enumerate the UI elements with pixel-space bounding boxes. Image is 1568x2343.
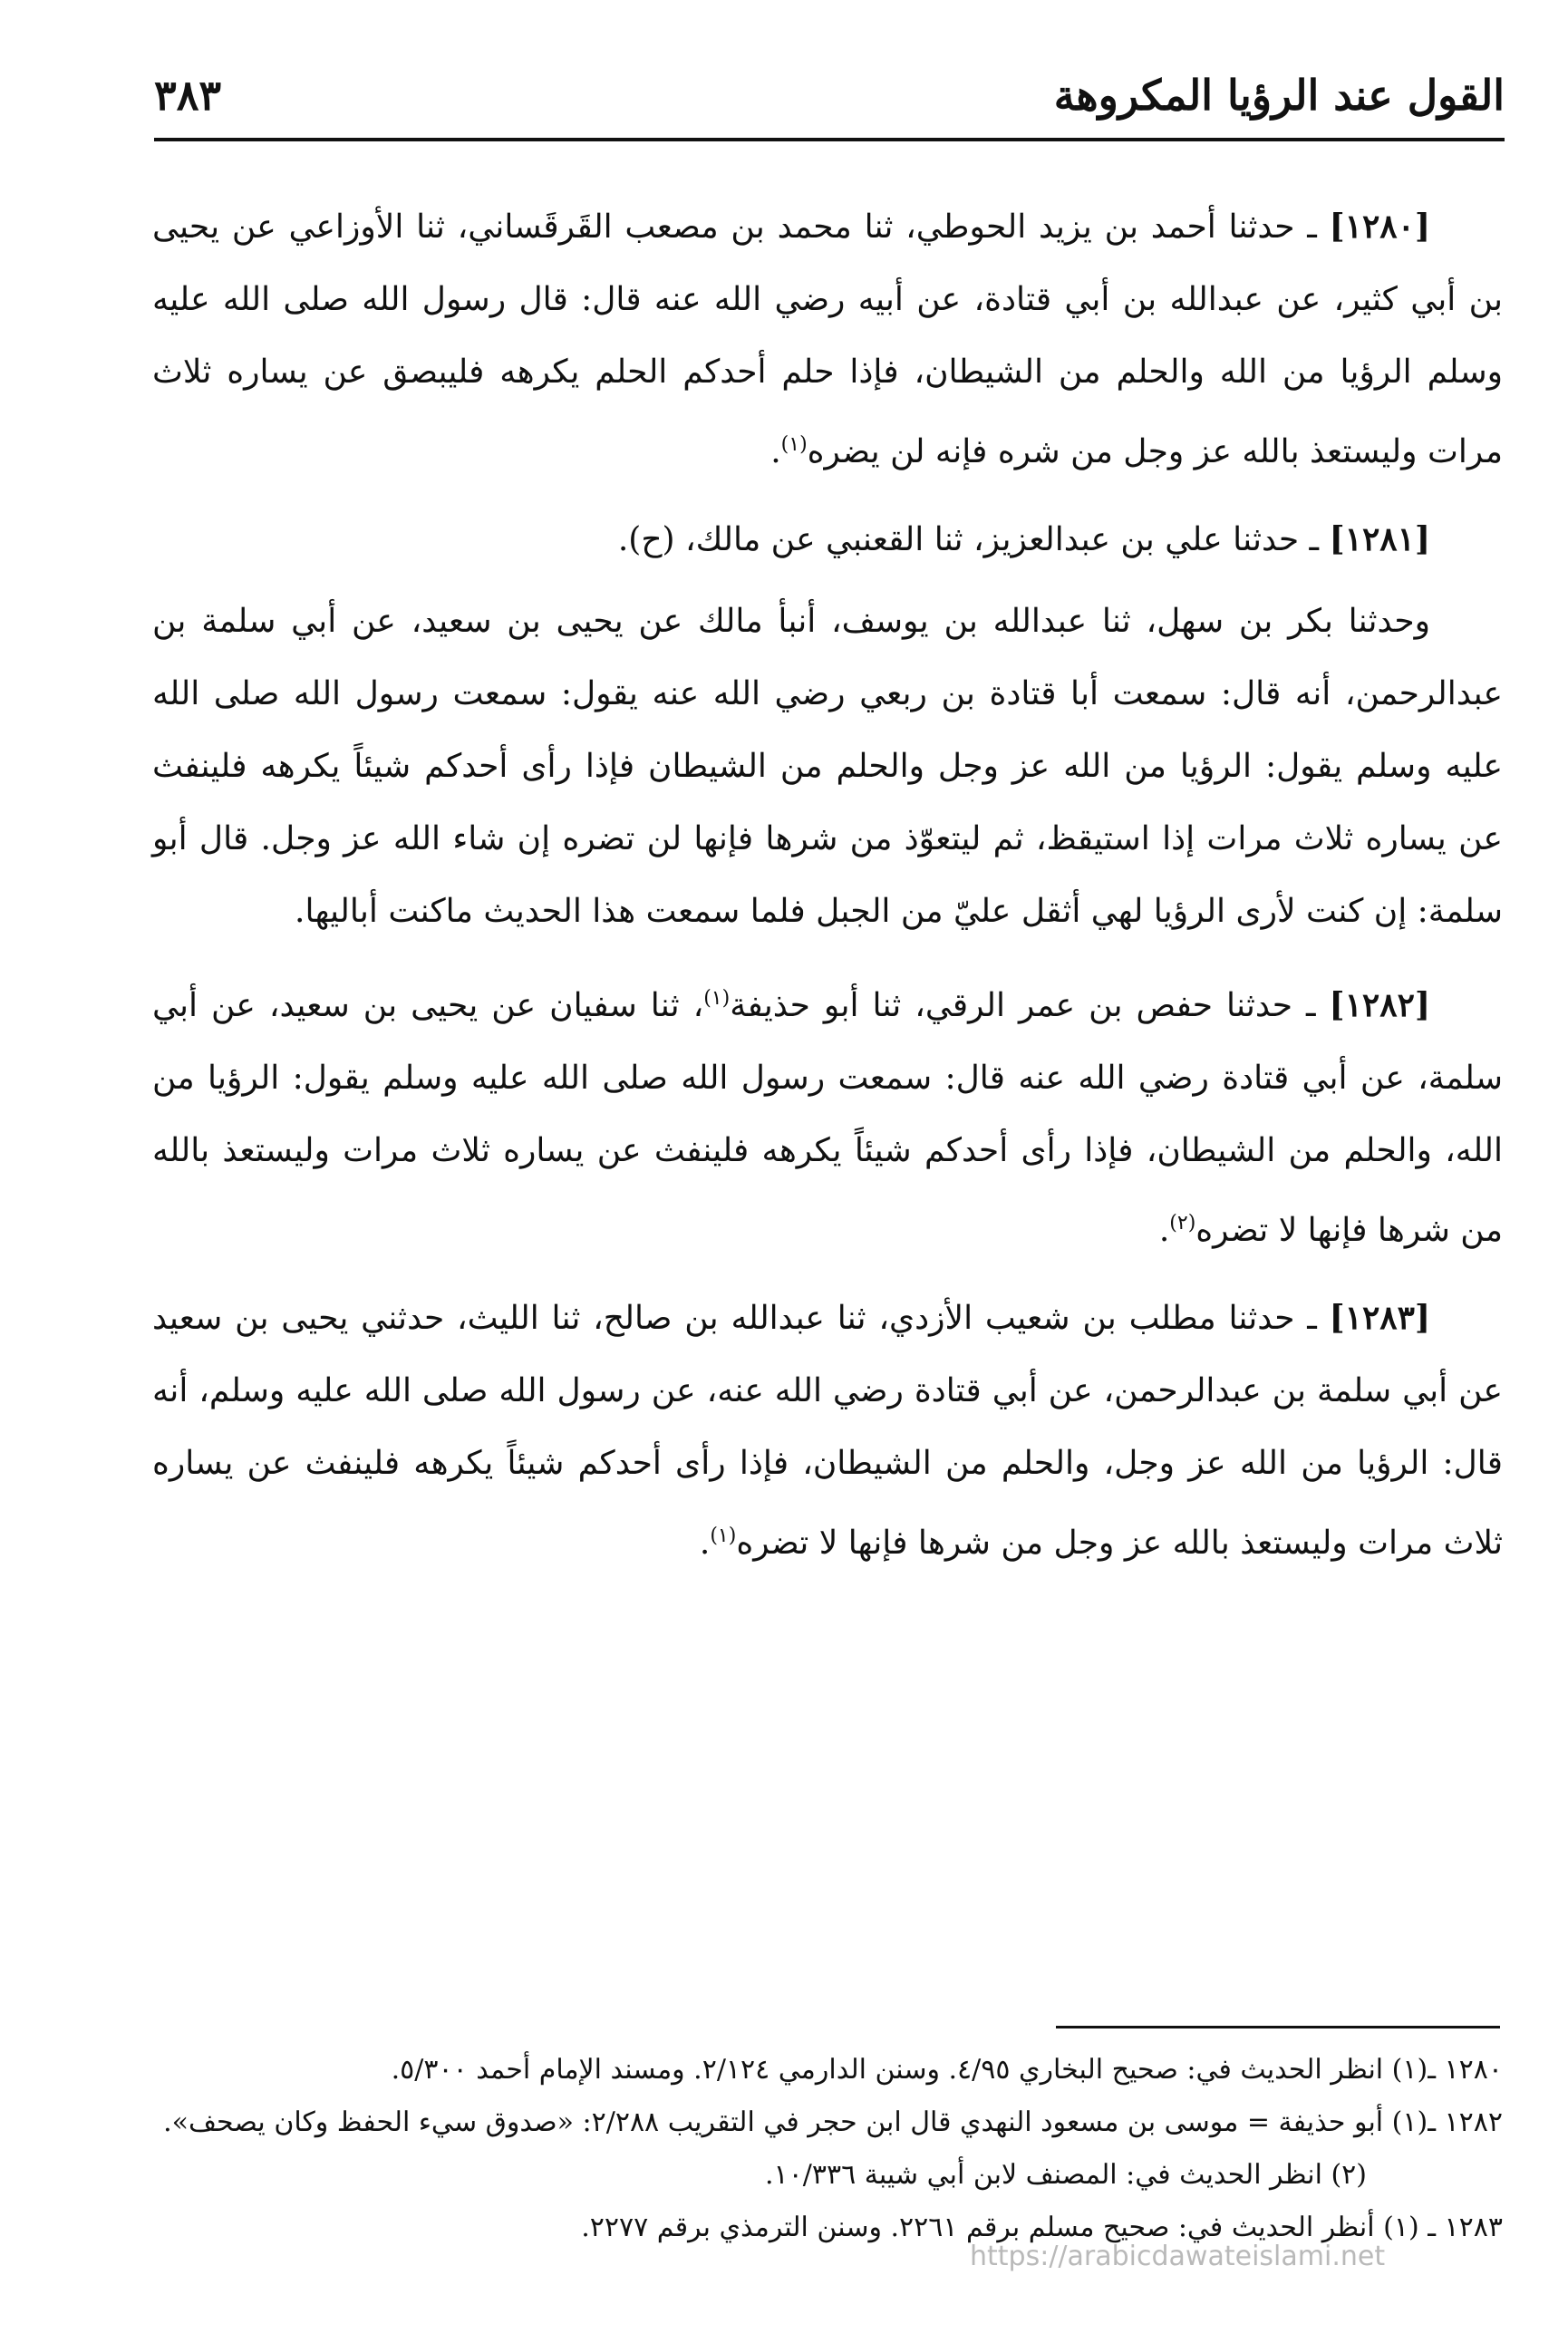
- footnote: (٢) انظر الحديث في: المصنف لابن أبي شيبة ١٠/٣٣٦.: [764, 2159, 1367, 2191]
- hadith-1283: [152, 1282, 1503, 1580]
- hadith-text: ـ حدثنا أحمد بن يزيد الحوطي، ثنا محمد بن مصعب القَرقَساني، ثنا الأوزاعي عن يحيى بن أبي كثير، عن عبدالله بن أبي قتادة، عن أبيه رضي الله عنه قال: قال رسول الله صلى الله عليه وسلم الرؤيا من الله والحلم من الشيطان، فإذا حلم أحدكم الحلم يكرهه فليبصق عن يساره ثلاث مرات وليستعذ بالله عز وجل من شره فإنه لن يضره: [152, 208, 1504, 470]
- main-text: [152, 190, 1503, 1594]
- hadith-end: .: [1158, 1212, 1170, 1249]
- hadith-end: .: [699, 1525, 711, 1562]
- hadith-text: ـ حدثنا حفص بن عمر الرقي، ثنا أبو حذيفة: [730, 987, 1316, 1024]
- footnote: ١٢٨٣ ـ (١) أنظر الحديث في: صحيح مسلم برقم ٢٢٦١. وسنن الترمذي برقم ٢٢٧٧.: [581, 2212, 1503, 2243]
- watermark-url: https://arabicdawateislami.net: [970, 2241, 1386, 2272]
- page-number: ٣٨٣: [154, 71, 222, 120]
- hadith-1281-continuation: [152, 586, 1503, 948]
- footnote: ١٢٨٠ ـ(١) انظر الحديث في: صحيح البخاري ٤/٩٥. وسنن الدارمي ٢/١٢٤. ومسند الإمام أحمد ٥/٣٠٠.: [391, 2054, 1503, 2086]
- hadith-number: [١٢٨٢]: [1329, 986, 1430, 1024]
- footnote-ref: (١): [703, 987, 731, 1010]
- hadith-text: وحدثنا بكر بن سهل، ثنا عبدالله بن يوسف، أنبأ مالك عن يحيى بن سعيد، عن أبي سلمة بن عبدالرحمن، أنه قال: سمعت أبا قتادة بن ربعي رضي الله عنه يقول: سمعت رسول الله صلى الله عليه وسلم يقول: الرؤيا من الله عز وجل والحلم من الشيطان فإذا رأى أحدكم شيئاً يكرهه فلينفث عن يساره ثلاث مرات إذا استيقظ، ثم ليتعوّذ من شرها فإنها لن تضره إن شاء الله عز وجل. قال أبو سلمة: إن كنت لأرى الرؤيا لهي أثقل عليّ من الجبل فلما سمعت هذا الحديث ماكنت أباليها.: [152, 603, 1503, 930]
- hadith-number: [١٢٨١]: [1329, 520, 1430, 558]
- footnote: ١٢٨٢ ـ(١) أبو حذيفة = موسى بن مسعود النهدي قال ابن حجر في التقريب ٢/٢٨٨: «صدوق سيء الحفظ وكان يصحف».: [163, 2106, 1503, 2138]
- footnote-divider: [1056, 2026, 1500, 2028]
- footnotes: [163, 2044, 1503, 2254]
- hadith-number: [١٢٨٣]: [1329, 1299, 1430, 1337]
- hadith-number: [١٢٨٠]: [1329, 208, 1430, 246]
- footnote-ref: (١): [710, 1525, 737, 1547]
- header-divider: [154, 138, 1505, 141]
- footnote-ref: (١): [780, 433, 808, 456]
- hadith-end: .: [770, 433, 781, 470]
- hadith-1282: [152, 963, 1503, 1267]
- chapter-title: القول عند الرؤيا المكروهة: [1053, 71, 1505, 120]
- hadith-text-continued: ، ثنا سفيان عن يحيى بن سعيد، عن أبي سلمة، عن أبي قتادة رضي الله عنه قال: سمعت رسول الله صلى الله عليه وسلم يقول: الرؤيا من الله، والحلم من الشيطان، فإذا رأى أحدكم شيئاً يكرهه فلينفث عن يساره ثلاث مرات وليستعذ بالله من شرها فإنها لا تضره: [152, 987, 1503, 1249]
- hadith-text: ـ حدثنا علي بن عبدالعزيز، ثنا القعنبي عن مالك، (ح).: [617, 521, 1320, 558]
- hadith-text: ـ حدثنا مطلب بن شعيب الأزدي، ثنا عبدالله بن صالح، ثنا الليث، حدثني يحيى بن سعيد عن أبي سلمة بن عبدالرحمن، عن أبي قتادة رضي الله عنه، عن رسول الله صلى الله عليه وسلم، أنه قال: الرؤيا من الله عز وجل، والحلم من الشيطان، فإذا رأى أحدكم شيئاً يكرهه فلينفث عن يساره ثلاث مرات وليستعذ بالله عز وجل من شرها فإنها لا تضره: [152, 1300, 1504, 1562]
- hadith-1281: [152, 503, 1503, 576]
- footnote-ref: (٢): [1169, 1212, 1196, 1234]
- hadith-1280: [152, 190, 1503, 489]
- page-header: [154, 63, 1505, 136]
